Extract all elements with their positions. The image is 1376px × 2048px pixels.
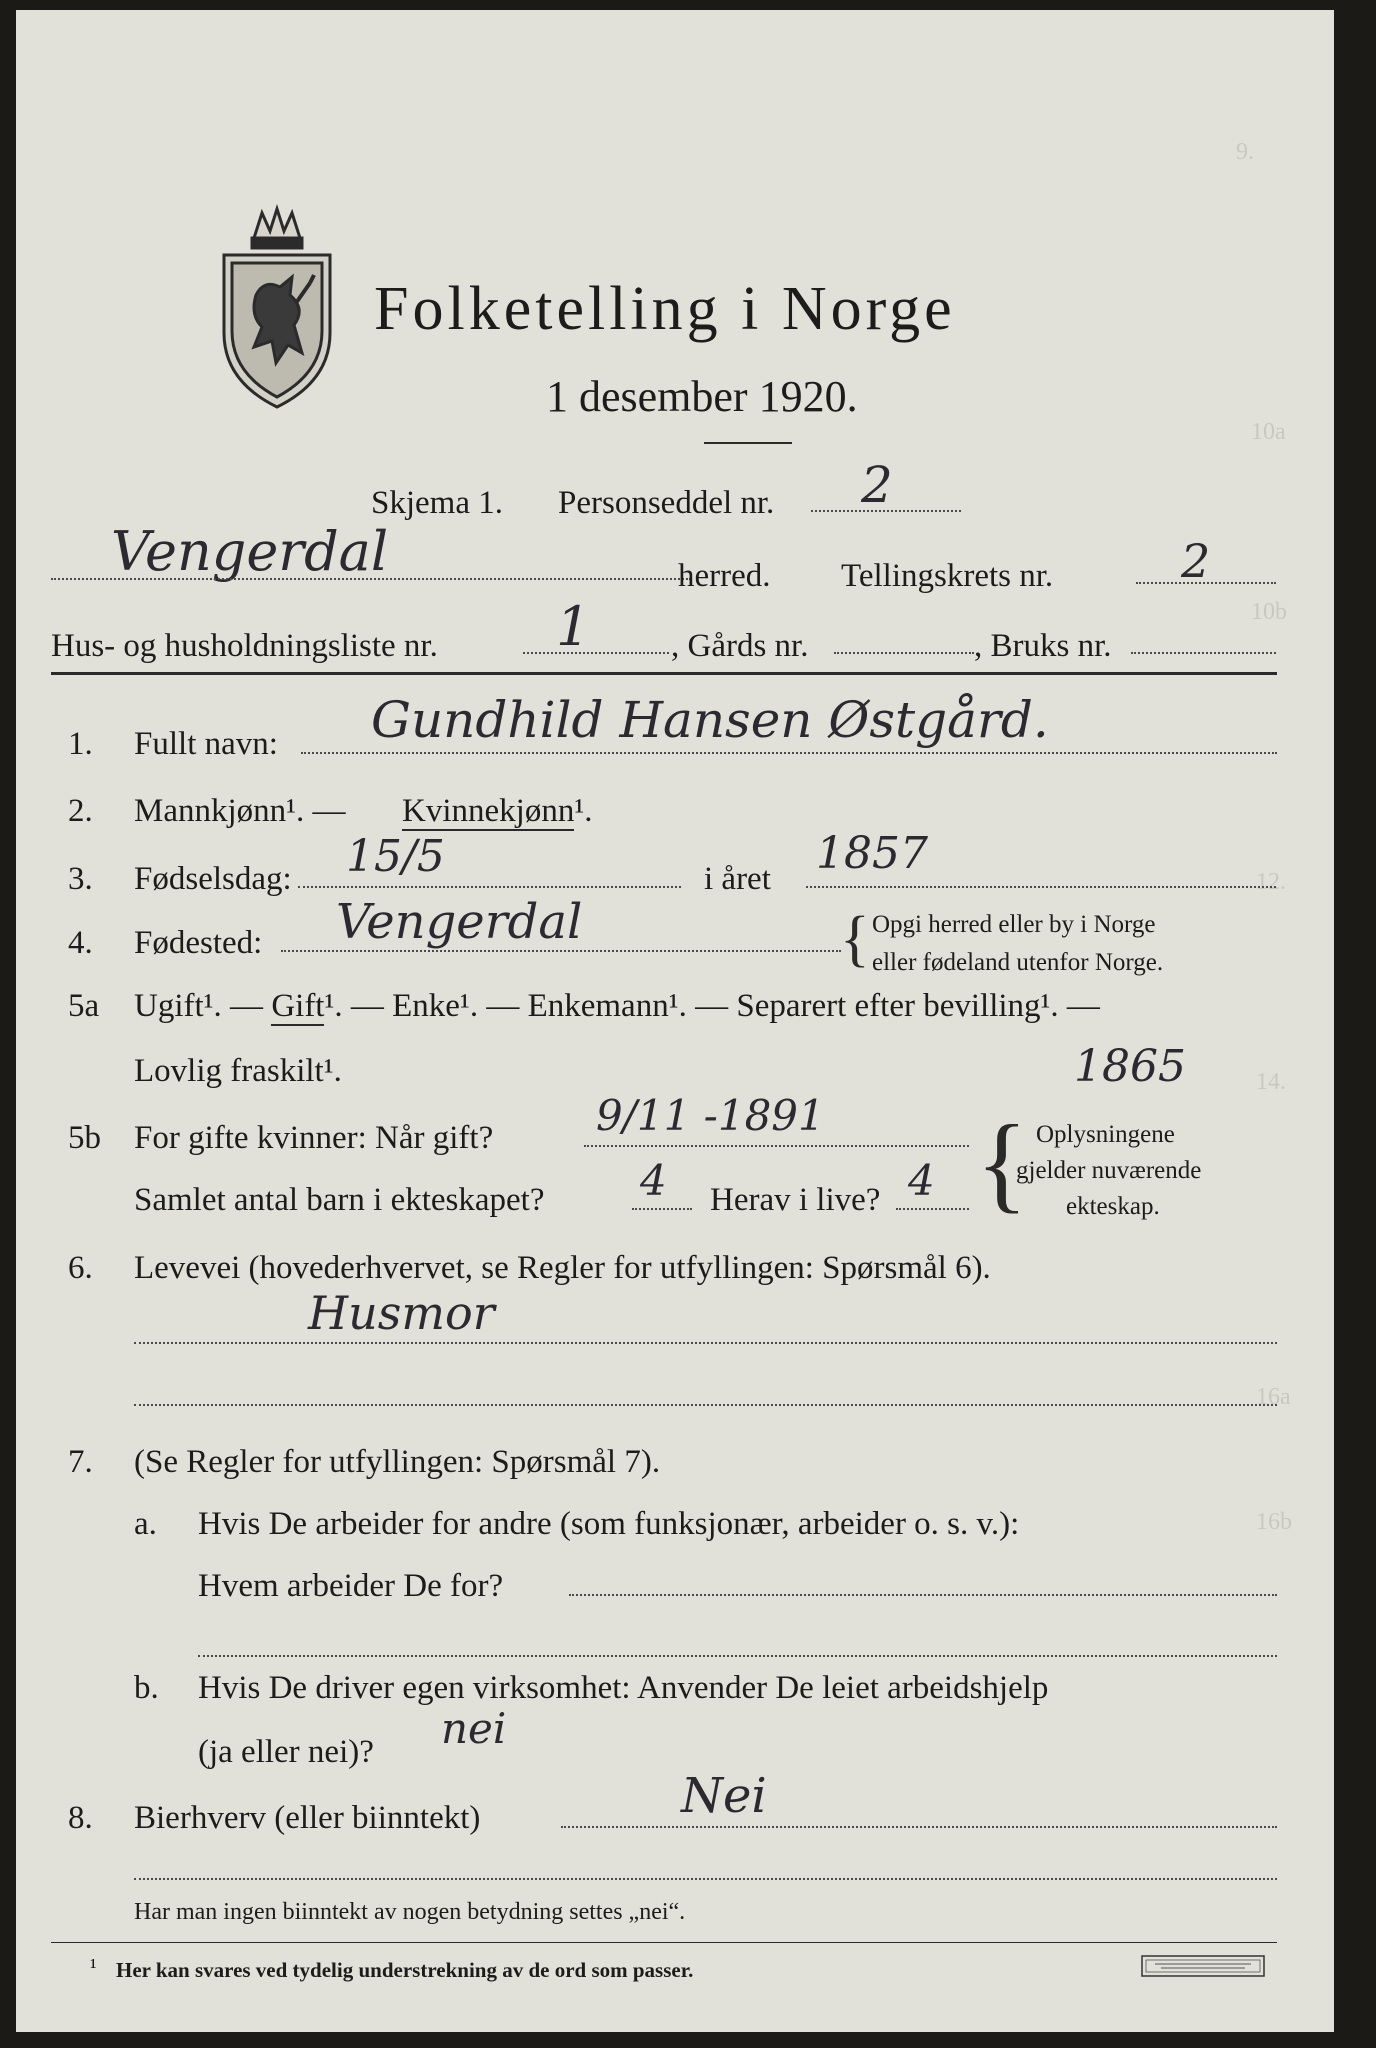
- q5a-other-options[interactable]: ¹. — Enke¹. — Enkemann¹. — Separert efter bevilling¹. —: [324, 988, 1100, 1024]
- bleed-through-text: 10b: [1251, 599, 1287, 625]
- q3-number: 3.: [68, 861, 93, 897]
- employer-field-extra[interactable]: [198, 1655, 1277, 1657]
- q4-label: Fødested:: [134, 925, 263, 961]
- q1-label: Fullt navn:: [134, 726, 278, 762]
- q5a-margin-note: 1865: [1074, 1041, 1186, 1092]
- children-count-value: 4: [640, 1156, 667, 1205]
- personseddel-value: 2: [861, 456, 893, 514]
- census-date: 1 desember 1920.: [546, 372, 858, 421]
- skjema-label: Skjema 1.: [371, 485, 503, 521]
- header-separator: [51, 672, 1277, 675]
- gards-field[interactable]: [834, 652, 974, 654]
- q5a-gift-option[interactable]: Gift: [271, 988, 325, 1024]
- tellingskrets-value: 2: [1181, 534, 1211, 588]
- q5b-children-label: Samlet antal barn i ekteskapet?: [134, 1182, 545, 1218]
- full-name-field[interactable]: [301, 752, 1277, 754]
- q3-label: Fødselsdag:: [134, 861, 292, 897]
- birth-year-field[interactable]: [806, 886, 1276, 888]
- q5b-number: 5b: [68, 1120, 101, 1156]
- q2-number: 2.: [68, 793, 93, 829]
- q5b-when-label: For gifte kvinner: Når gift?: [134, 1120, 494, 1156]
- birthdate-field[interactable]: [298, 886, 681, 888]
- footnote-marker: ¹: [90, 1954, 97, 1979]
- alive-count-value: 4: [908, 1156, 935, 1205]
- q7-number: 7.: [68, 1444, 93, 1480]
- q7a-line1: Hvis De arbeider for andre (som funksjonær, arbeider o. s. v.):: [198, 1506, 1020, 1542]
- employer-field[interactable]: [569, 1594, 1277, 1596]
- bleed-through-text: 16b: [1256, 1509, 1292, 1535]
- birthdate-value: 15/5: [346, 831, 445, 882]
- q8-number: 8.: [68, 1800, 93, 1836]
- tellingskrets-label: Tellingskrets nr.: [841, 558, 1054, 594]
- bleed-through-text: 10a: [1251, 419, 1286, 445]
- q6-number: 6.: [68, 1250, 93, 1286]
- bleed-through-text: 14.: [1256, 1069, 1286, 1095]
- q5b-note-line3: ekteskap.: [1066, 1193, 1160, 1220]
- q5a-options: [134, 990, 1100, 1023]
- birthplace-field[interactable]: [281, 950, 841, 952]
- birth-year-value: 1857: [816, 828, 928, 879]
- census-form: [16, 10, 1334, 2032]
- q2-male-option[interactable]: Mannkjønn¹. —: [134, 793, 346, 829]
- footnote-separator: [51, 1942, 1277, 1943]
- q5b-note-line1: Oplysningene: [1036, 1121, 1175, 1148]
- q2-female-superscript: ¹.: [574, 793, 593, 829]
- alive-count-field[interactable]: [896, 1208, 969, 1210]
- q4-brace: {: [840, 905, 870, 973]
- norwegian-coat-of-arms-icon: [214, 203, 340, 413]
- q5b-alive-label: Herav i live?: [710, 1182, 881, 1218]
- q2-female-underlined: Kvinnekjønn: [402, 793, 575, 829]
- q7b-letter: b.: [134, 1670, 159, 1706]
- bruks-field[interactable]: [1131, 652, 1276, 654]
- q5a-ugift-option[interactable]: Ugift¹. —: [134, 988, 264, 1024]
- hus-label: Hus- og husholdningsliste nr.: [51, 628, 438, 664]
- q8-label: Bierhverv (eller biinntekt): [134, 1800, 481, 1836]
- herred-label: herred.: [678, 558, 771, 594]
- marriage-date-field[interactable]: [584, 1145, 969, 1147]
- q7a-line2: Hvem arbeider De for?: [198, 1568, 504, 1604]
- bleed-through-text: 16a: [1256, 1384, 1291, 1410]
- full-name-value: Gundhild Hansen Østgård.: [371, 691, 1049, 749]
- q6-label: Levevei (hovederhvervet, se Regler for utfyllingen: Spørsmål 6).: [134, 1250, 991, 1286]
- occupation-field-extra[interactable]: [134, 1404, 1277, 1406]
- q4-number: 4.: [68, 925, 93, 961]
- marriage-date-value: 9/11 -1891: [596, 1091, 825, 1140]
- side-income-field[interactable]: [561, 1826, 1277, 1828]
- gards-label: , Gårds nr.: [671, 628, 809, 664]
- footnote-text: Her kan svares ved tydelig understrekning av de ord som passer.: [116, 1958, 694, 1982]
- q1-number: 1.: [68, 726, 93, 762]
- title-divider: [704, 442, 792, 444]
- side-income-field-extra[interactable]: [134, 1878, 1277, 1880]
- q7a-letter: a.: [134, 1506, 157, 1542]
- q5b-brace: {: [976, 1104, 1028, 1223]
- hired-help-value: nei: [441, 1704, 507, 1753]
- birthplace-value: Vengerdal: [336, 894, 583, 950]
- q7b-line2: (ja eller nei)?: [198, 1734, 374, 1770]
- q5b-note-line2: gjelder nuværende: [1016, 1157, 1202, 1184]
- hus-value: 1: [556, 595, 591, 658]
- q2-female-option[interactable]: [402, 795, 592, 828]
- side-income-value: Nei: [681, 1768, 767, 1824]
- bleed-through-text: 9.: [1236, 139, 1254, 165]
- q4-note-line2: eller fødeland utenfor Norge.: [872, 949, 1164, 976]
- herred-field[interactable]: [51, 578, 691, 580]
- herred-value: Vengerdal: [111, 520, 389, 583]
- occupation-field[interactable]: [134, 1342, 1277, 1344]
- children-count-field[interactable]: [632, 1208, 692, 1210]
- printer-stamp-icon: [1141, 1955, 1265, 1977]
- q7b-line1: Hvis De driver egen virksomhet: Anvender De leiet arbeidshjelp: [198, 1670, 1049, 1706]
- q3-year-label: i året: [704, 861, 771, 897]
- personseddel-label: Personseddel nr.: [558, 485, 775, 521]
- occupation-value: Husmor: [308, 1286, 495, 1340]
- q5a-fraskilt-option[interactable]: Lovlig fraskilt¹.: [134, 1053, 342, 1089]
- q4-note-line1: Opgi herred eller by i Norge: [872, 911, 1156, 938]
- bleed-through-text: 12.: [1256, 869, 1286, 895]
- form-title: Folketelling i Norge: [374, 275, 956, 343]
- hus-field[interactable]: [523, 652, 669, 654]
- q5a-number: 5a: [68, 988, 100, 1024]
- q7-label: (Se Regler for utfyllingen: Spørsmål 7).: [134, 1444, 661, 1480]
- side-income-note: Har man ingen biinntekt av nogen betydning settes „nei“.: [134, 1899, 686, 1925]
- bruks-label: , Bruks nr.: [974, 628, 1112, 664]
